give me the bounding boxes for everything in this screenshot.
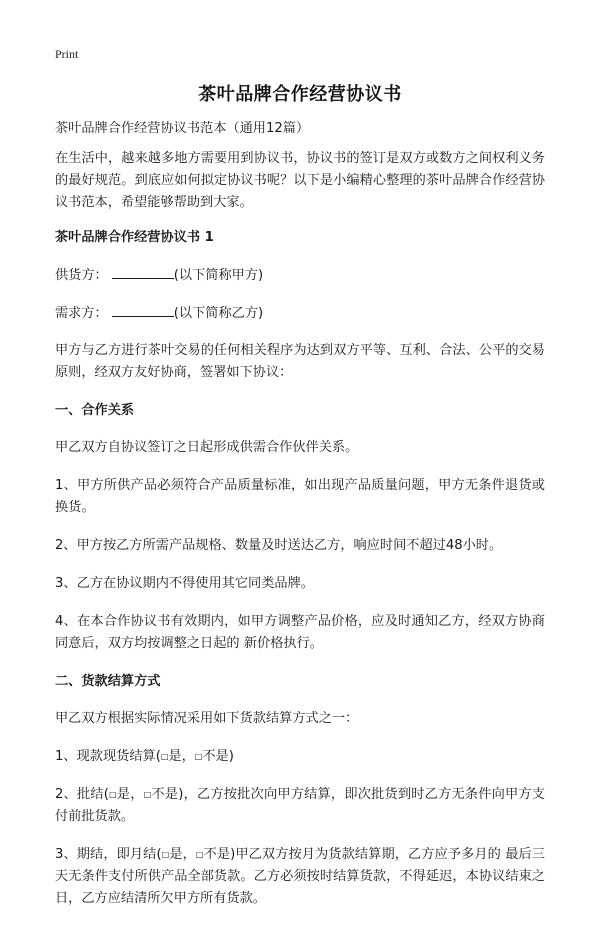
supplier-note: (以下简称甲方): [173, 268, 264, 283]
supplier-label: 供货方：: [55, 268, 108, 283]
payment-option-cash: 1、现款现货结算(□是，□不是): [55, 749, 234, 764]
checkbox-icon[interactable]: □: [161, 850, 170, 859]
agreement-heading: 茶叶品牌合作经营协议书 1: [55, 230, 214, 245]
supplier-line: [55, 264, 545, 287]
document-subtitle: 茶叶品牌合作经营协议书范本（通用12篇）: [55, 121, 310, 136]
checkbox-icon[interactable]: □: [195, 850, 204, 859]
page-title: 茶叶品牌合作经营协议书: [198, 84, 402, 105]
print-label: Print: [55, 47, 79, 61]
section-1-item: 3、乙方在协议期内不得使用其它同类品牌。: [55, 576, 314, 591]
supplier-blank: [112, 264, 174, 279]
intro-paragraph: 在生活中，越来越多地方需要用到协议书，协议书的签订是双方或数方之间权利义务的最好规范。到底应如何拟定协议书呢？以下是小编精心整理的茶叶品牌合作经营协议书范本，希望能够帮助到大家。: [55, 151, 545, 210]
preamble-paragraph: 甲方与乙方进行茶叶交易的任何相关程序为达到双方平等、互利、合法、公平的交易原则，经双方友好协商，签署如下协议：: [55, 343, 545, 380]
section-1-paragraph: 甲乙双方自协议签订之日起形成供需合作伙伴关系。: [55, 440, 359, 455]
section-2-paragraph: 甲乙双方根据实际情况采用如下货款结算方式之一：: [55, 711, 359, 726]
payment-option-monthly: 3、期结，即月结(□是，□不是)甲乙双方按月为货款结算期，乙方应予多月的 最后三天无条件支付所供产品全部货款。乙方必须按时结算货款，不得延迟，本协议结束之日，乙方应结清所欠甲方所有货款。: [55, 847, 545, 906]
section-1-item: 1、甲方所供产品必须符合产品质量标准，如出现产品质量问题，甲方无条件退货或换货。: [55, 478, 545, 515]
document-body: [55, 118, 545, 926]
buyer-blank: [112, 302, 174, 317]
section-1-item: 4、在本合作协议书有效期内，如甲方调整产品价格，应及时通知乙方，经双方协商同意后，双方均按调整之日起的 新价格执行。: [55, 614, 545, 651]
checkbox-icon[interactable]: □: [108, 790, 117, 799]
section-2-heading: 二、货款结算方式: [55, 674, 161, 689]
checkbox-icon[interactable]: □: [194, 752, 203, 761]
payment-option-batch: 2、批结(□是，□不是)，乙方按批次向甲方结算，即次批货到时乙方无条件向甲方支付前批货款。: [55, 787, 545, 824]
buyer-label: 需求方：: [55, 306, 108, 321]
buyer-note: (以下简称乙方): [173, 306, 264, 321]
section-1-item: 2、甲方按乙方所需产品规格、数量及时送达乙方，响应时间不超过48小时。: [55, 538, 503, 553]
checkbox-icon[interactable]: □: [143, 790, 152, 799]
checkbox-icon[interactable]: □: [160, 752, 169, 761]
section-1-heading: 一、合作关系: [55, 403, 135, 418]
buyer-line: [55, 302, 545, 325]
